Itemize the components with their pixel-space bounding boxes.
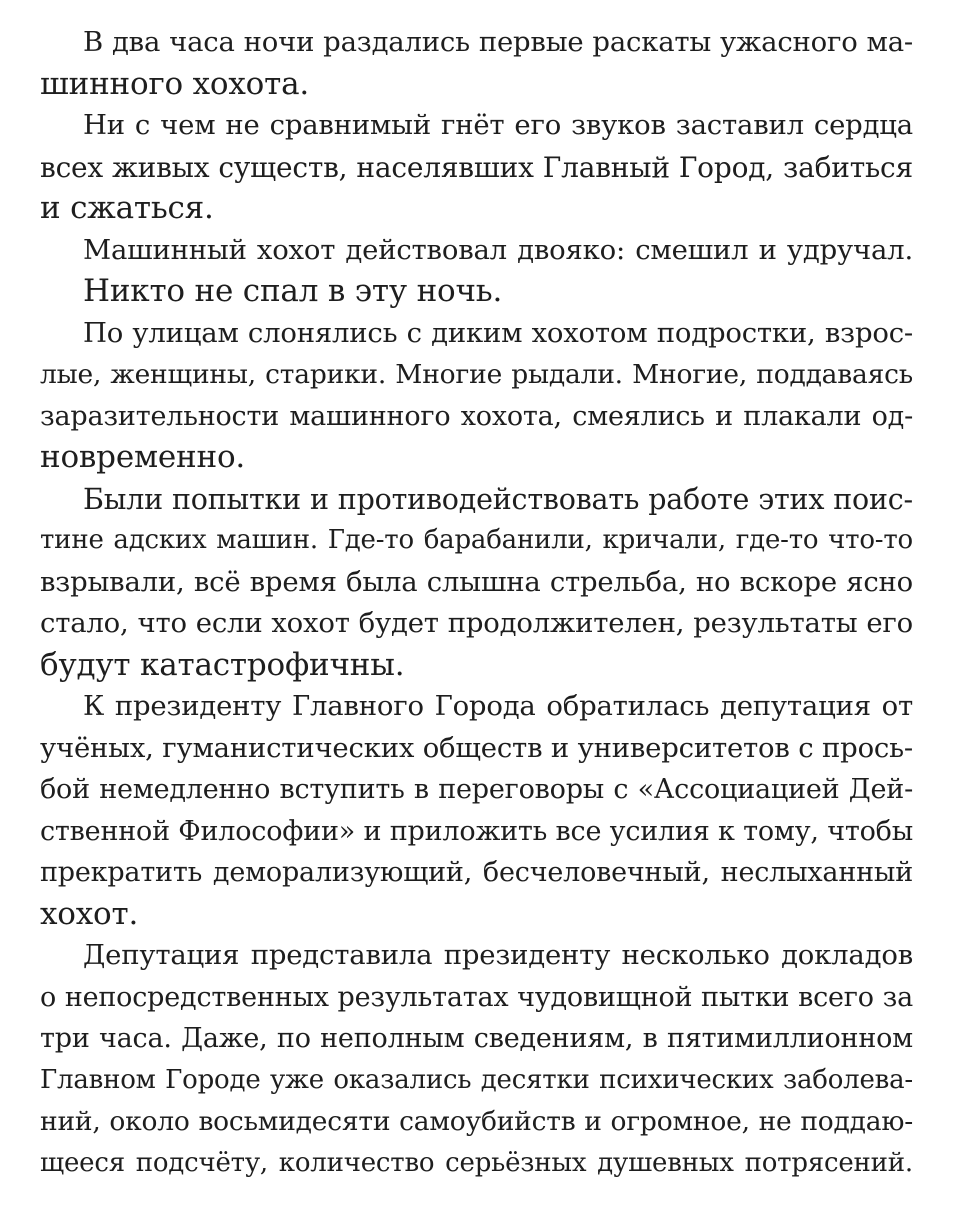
text-line: Были попытки и противодействовать работе этих поис- — [83, 482, 913, 516]
text-line: лые, женщины, старики. Многие рыдали. Многие, поддаваясь — [40, 359, 913, 390]
text-line: взрывали, всё время была слышна стрельба, но вскоре ясно — [40, 565, 913, 598]
text-line: прекратить деморализующий, бесчеловечный, неслыханный — [40, 857, 913, 888]
text-line: Ни с чем не сравнимый гнёт его звуков заставил сердца — [83, 109, 913, 141]
text-line: будут катастрофичны. — [40, 646, 405, 683]
text-line: В два часа ночи раздались первые раскаты ужасного ма- — [83, 26, 913, 58]
text-line: о непосредственных результатах чудовищной пытки всего за — [40, 981, 913, 1013]
text-line: Главном Городе уже оказались десятки психических заболева- — [40, 1064, 913, 1095]
text-line: ственной Философии» и приложить все усилия к тому, чтобы — [40, 815, 913, 847]
text-line: три часа. Даже, по неполным сведениям, в пятимиллионном — [40, 1023, 913, 1054]
text-line: Никто не спал в эту ночь. — [83, 273, 503, 309]
text-line: бой немедленно вступить в переговоры с «Ассоциацией Дей- — [40, 774, 913, 805]
text-line: ний, около восьмидесяти самоубийств и огромное, не поддаю- — [40, 1106, 913, 1137]
text-line: Машинный хохот действовал двояко: смешил и удручал. — [83, 233, 913, 266]
text-line: хохот. — [40, 895, 139, 932]
text-line: Депутация представила президенту несколько докладов — [83, 939, 913, 971]
text-line: новременно. — [40, 439, 246, 475]
text-line: и сжаться. — [40, 190, 214, 226]
text-line: заразительности машинного хохота, смеялись и плакали од- — [40, 400, 913, 432]
text-line: тине адских машин. Где-то барабанили, кричали, где-то что-то — [40, 525, 913, 555]
text-line: стало, что если хохот будет продолжителен, результаты его — [40, 607, 913, 639]
text-line: учёных, гуманистических обществ и университетов с прось- — [40, 731, 913, 764]
text-line: щееся подсчёту, количество серьёзных душевных потрясений. — [40, 1147, 913, 1178]
text-line: По улицам слонялись с диким хохотом подростки, взрос- — [83, 316, 913, 349]
text-line: шинного хохота. — [40, 65, 310, 102]
text-line: всех живых существ, населявших Главный Город, забиться — [40, 150, 913, 184]
text-line: К президенту Главного Города обратилась депутация от — [83, 690, 913, 722]
